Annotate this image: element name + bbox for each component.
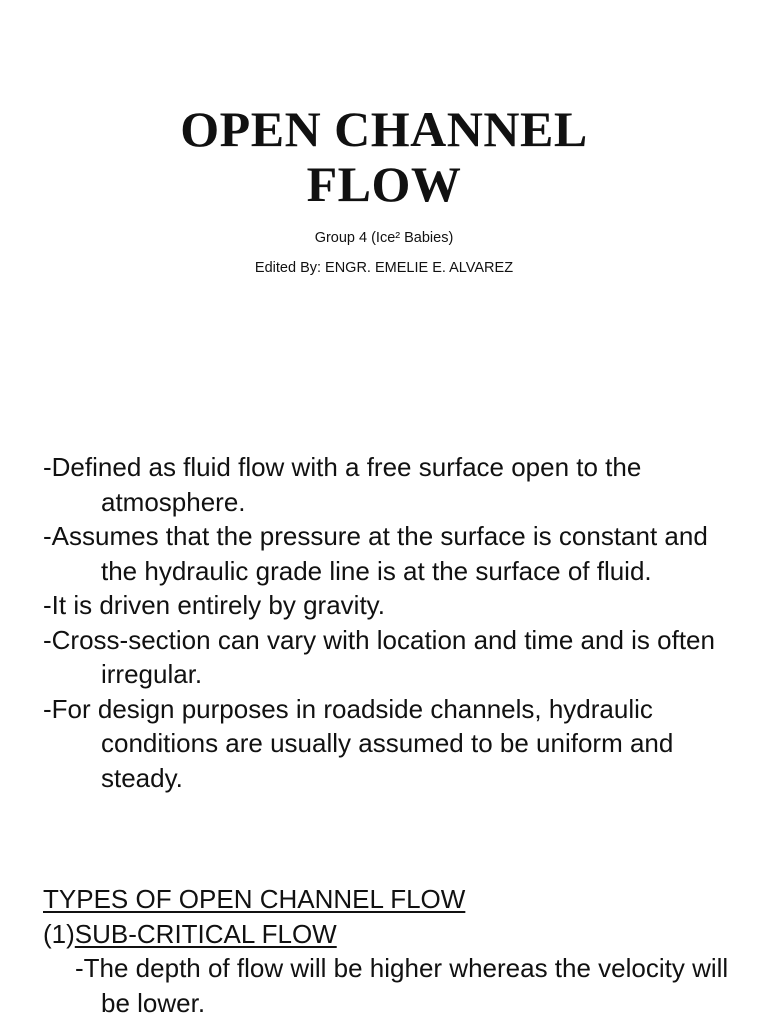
- group-label: Group 4 (Ice² Babies): [314, 230, 454, 246]
- type-item-number: (1): [43, 918, 75, 949]
- definition-item: -It is driven entirely by gravity.: [43, 590, 385, 620]
- types-heading: TYPES OF OPEN CHANNEL FLOW: [43, 884, 466, 914]
- document-title: [0, 102, 768, 212]
- type-item-description: -The depth of flow will be higher whereas the velocity will be lower.: [75, 953, 729, 1018]
- definition-list: [43, 450, 743, 795]
- title-line-2: FLOW: [306, 156, 462, 212]
- title-line-1: OPEN CHANNEL: [180, 101, 588, 157]
- definition-item: -Cross-section can vary with location and time and is often irregular.: [43, 624, 715, 689]
- editor-label: Edited By: ENGR. EMELIE E. ALVAREZ: [254, 260, 514, 276]
- definition-item: -Defined as fluid flow with a free surface open to the atmosphere.: [43, 452, 642, 517]
- type-item-name: SUB-CRITICAL FLOW: [74, 918, 337, 949]
- types-section: [43, 882, 743, 1020]
- type-item-heading: [43, 917, 743, 952]
- definition-item: -Assumes that the pressure at the surface is constant and the hydraulic grade line is at the surface of fluid.: [43, 521, 708, 586]
- definition-item: -For design purposes in roadside channels, hydraulic conditions are usually assumed to be uniform and steady.: [43, 693, 674, 793]
